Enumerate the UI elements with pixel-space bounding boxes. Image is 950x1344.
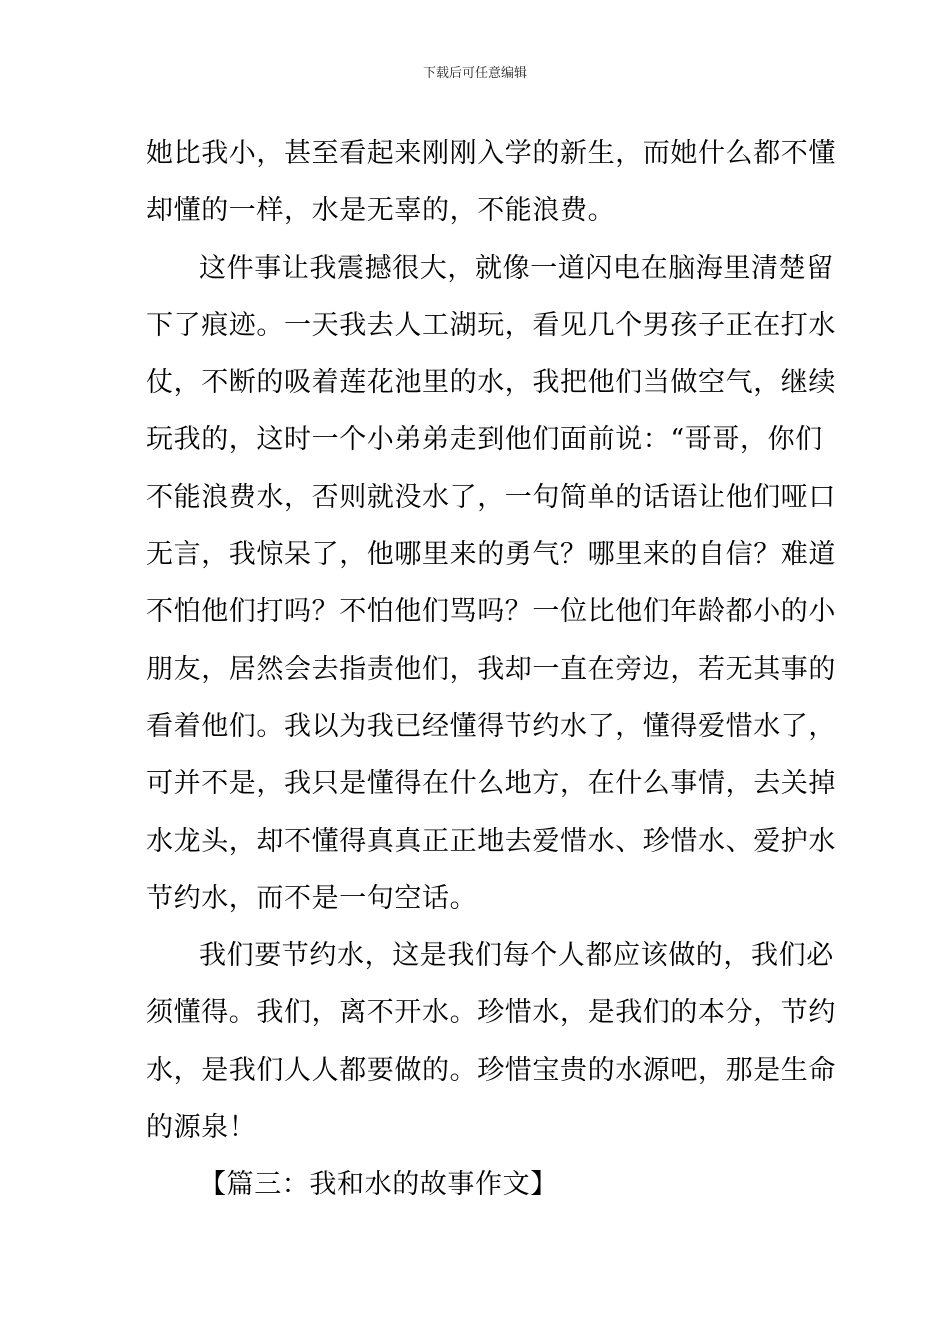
- text-line: 仗，不断的吸着莲花池里的水，我把他们当做空气，继续: [146, 367, 836, 399]
- text-line: 却懂的一样，水是无辜的，不能浪费。: [146, 195, 616, 227]
- paragraph-2: [146, 240, 836, 928]
- text-line: 不能浪费水，否则就没水了，一句简单的话语让他们哑口: [146, 481, 836, 513]
- text-line: 无言，我惊呆了，他哪里来的勇气？哪里来的自信？难道: [146, 539, 836, 571]
- text-line: 下了痕迹。一天我去人工湖玩，看见几个男孩子正在打水: [146, 309, 836, 341]
- text-line: 看着他们。我以为我已经懂得节约水了，懂得爱惜水了，: [146, 710, 836, 742]
- text-line: 不怕他们打吗？不怕他们骂吗？一位比他们年龄都小的小: [146, 596, 836, 628]
- text-line: 她比我小，甚至看起来刚刚入学的新生，而她什么都不懂: [146, 138, 836, 169]
- text-line: 节约水，而不是一句空话。: [146, 882, 478, 914]
- paragraph-3: [146, 927, 836, 1156]
- section-heading: [146, 1156, 810, 1213]
- text-line: 水，是我们人人都要做的。珍惜宝贵的水源吧，那是生命: [146, 1054, 836, 1086]
- document-body: [146, 125, 836, 1214]
- text-line: 朋友，居然会去指责他们，我却一直在旁边，若无其事的: [146, 653, 836, 685]
- text-line: 须懂得。我们，离不开水。珍惜水，是我们的本分，节约: [146, 997, 836, 1029]
- text-line: 水龙头，却不懂得真真正正地去爱惜水、珍惜水、爱护水: [146, 825, 836, 857]
- text-line: 可并不是，我只是懂得在什么地方，在什么事情，去关掉: [146, 768, 836, 800]
- page-header: 下载后可任意编辑: [422, 66, 527, 81]
- paragraph-1: [146, 125, 836, 240]
- text-line: 这件事让我震撼很大，就像一道闪电在脑海里清楚留: [199, 252, 834, 284]
- text-line: 我们要节约水，这是我们每个人都应该做的，我们必: [199, 940, 834, 972]
- text-line: 玩我的，这时一个小弟弟走到他们面前说：“哥哥，你们: [146, 424, 823, 456]
- text-line: 的源泉！: [146, 1112, 257, 1144]
- section-title: 【篇三：我和水的故事作文】: [199, 1169, 558, 1201]
